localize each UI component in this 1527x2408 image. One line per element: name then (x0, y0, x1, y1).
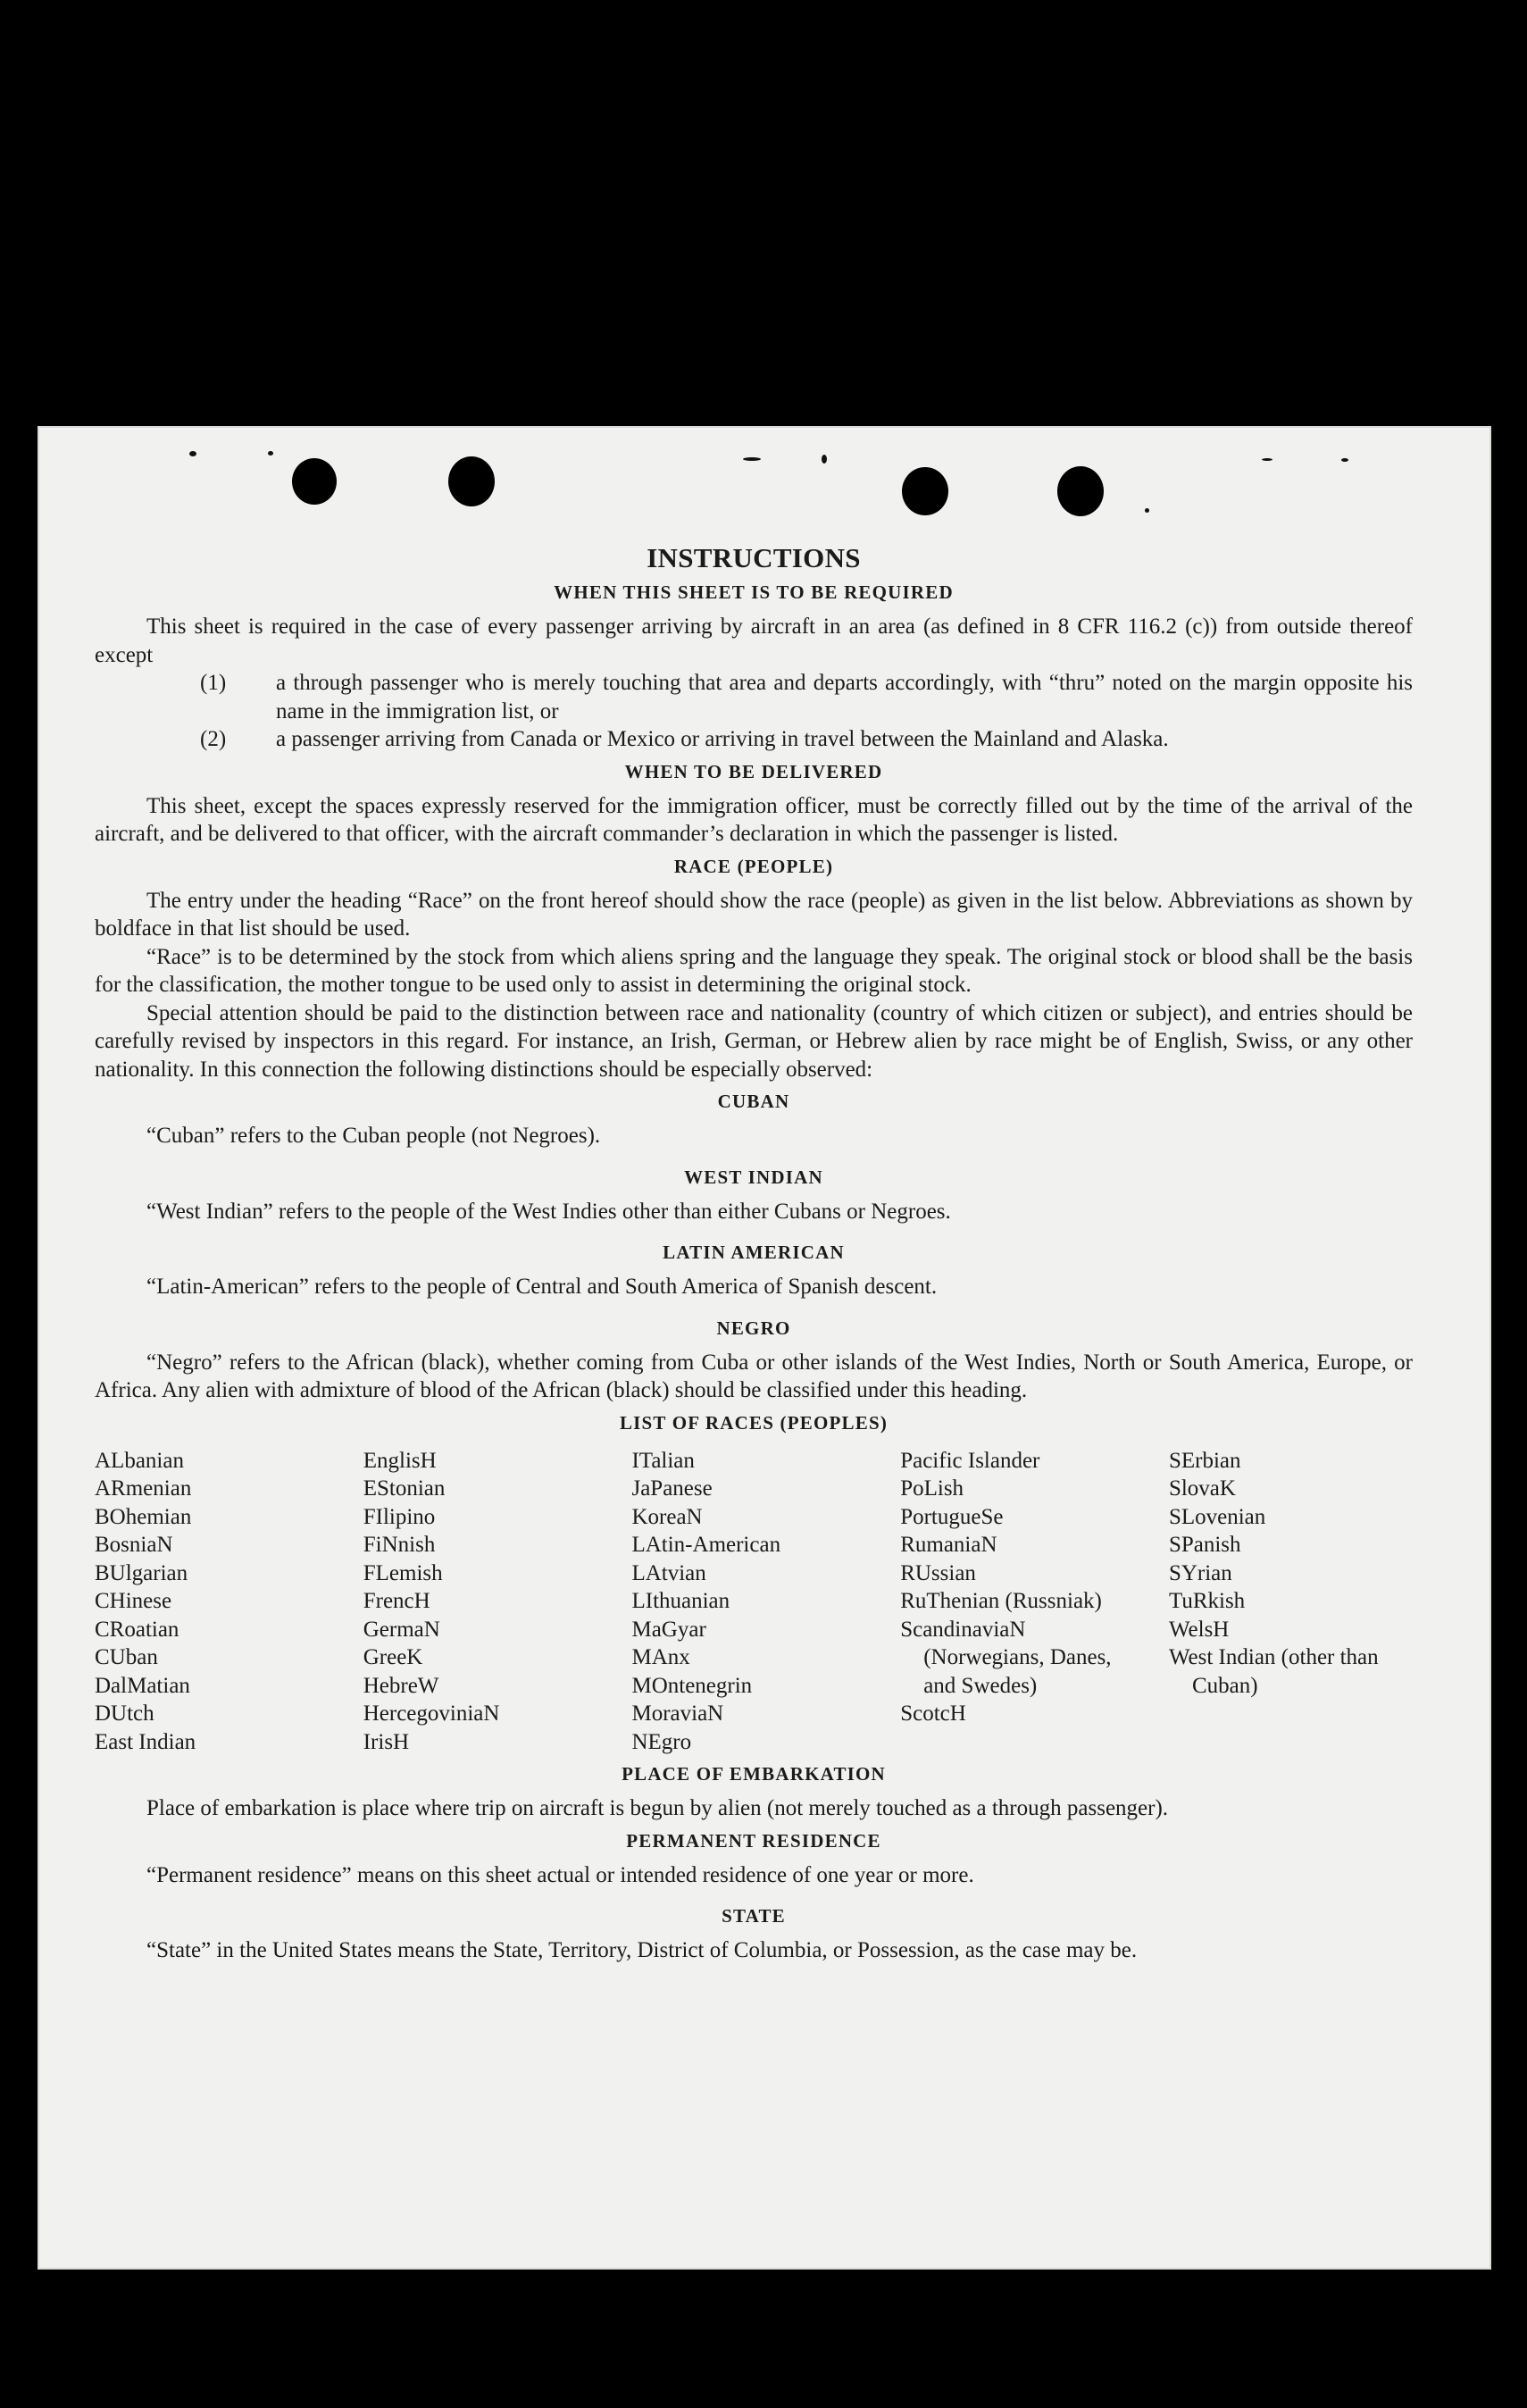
ink-speck (268, 451, 273, 456)
race-item: East Indian (95, 1729, 196, 1754)
race-item: BUlgarian (95, 1560, 188, 1585)
race-item: FrencH (363, 1589, 430, 1613)
race-item: LAtin-American (631, 1533, 781, 1557)
section-paragraph: “State” in the United States means the State, Territory, District of Columbia, or Possession, as the case may be. (146, 1938, 1138, 1962)
race-item: BOhemian (95, 1504, 192, 1529)
section-paragraph: This sheet is required in the case of every passenger arriving by aircraft in an area (as defined in 8 CFR 116.2 (c)) from outside thereof except (95, 615, 1413, 667)
document-title: INSTRUCTIONS (647, 542, 861, 573)
section-heading: PLACE OF EMBARKATION (622, 1763, 886, 1785)
exception-item (200, 669, 1413, 725)
exception-list (95, 669, 1413, 754)
race-item: SlovaK (1168, 1476, 1236, 1501)
race-item: MoraviaN (631, 1701, 724, 1726)
race-item: RUssian (900, 1560, 976, 1585)
exception-text: a through passenger who is merely touching that area and departs accordingly, with “thru” noted on the margin opposite his name in the immigration list, or (276, 671, 1413, 723)
race-item: FIlipino (363, 1504, 436, 1529)
race-item: FiNnish (363, 1533, 436, 1557)
section-heading: LATIN AMERICAN (663, 1242, 845, 1263)
race-item: ARmenian (95, 1476, 192, 1501)
exception-number: (2) (200, 727, 227, 751)
section-paragraph: “Negro” refers to the African (black), whether coming from Cuba or other islands of the West Indies, North or South America, Europe, or Africa. Any alien with admixture of blood of the African (black) should be classified under this heading. (95, 1350, 1413, 1402)
section-heading: CUBAN (717, 1091, 790, 1112)
race-item: WelsH (1168, 1617, 1230, 1642)
race-item: PoLish (900, 1476, 964, 1501)
exception-number: (1) (200, 671, 227, 695)
race-item: NEgro (631, 1729, 692, 1754)
race-item: RuThenian (Russniak) (900, 1589, 1102, 1613)
ink-speck (1145, 508, 1149, 513)
race-item: SYrian (1168, 1560, 1232, 1585)
races-column (900, 1447, 1144, 1757)
instructions-content (95, 542, 1413, 1965)
race-item: MAnx (631, 1645, 690, 1669)
section-heading: PERMANENT RESIDENCE (626, 1829, 881, 1852)
race-item: SPanish (1168, 1533, 1241, 1557)
race-item: HebreW (363, 1673, 439, 1698)
races-list (95, 1447, 1413, 1757)
section-paragraph: “Race” is to be determined by the stock from which aliens spring and the language they speak. The original stock or blood shall be the basis for the classification, the mother tongue to be used only to assist in determining the original stock. (95, 944, 1413, 997)
ink-speck (743, 457, 761, 461)
race-item: IrisH (363, 1729, 410, 1754)
section-heading: WHEN THIS SHEET IS TO BE REQUIRED (554, 581, 954, 603)
race-item: GreeK (363, 1645, 423, 1669)
exception-item (200, 725, 1413, 754)
punch-hole (292, 458, 337, 505)
race-item: GermaN (363, 1617, 440, 1642)
races-column (363, 1447, 607, 1757)
section-paragraph: The entry under the heading “Race” on the front hereof should show the race (people) as given in the list below. Abbreviations as shown by boldface in that list should be used. (95, 888, 1413, 941)
section-heading: WEST INDIAN (684, 1166, 823, 1188)
race-item: CRoatian (95, 1617, 179, 1642)
race-item: SLovenian (1168, 1504, 1266, 1529)
ink-speck (189, 451, 196, 456)
race-item: TuRkish (1168, 1589, 1246, 1613)
race-item: DUtch (95, 1701, 154, 1726)
punch-hole (1057, 466, 1104, 516)
punch-hole (448, 456, 495, 506)
document-page (38, 426, 1491, 2270)
section-paragraph: Special attention should be paid to the distinction between race and nationality (country of which citizen or subject), and entries should be carefully revised by inspectors in this regard. For instance, an Irish, German, or Hebrew alien by race might be of English, Swiss, or any other nationality. In this connection the following distinctions should be especially observed: (95, 1000, 1413, 1082)
race-item: KoreaN (631, 1504, 703, 1529)
race-item: West Indian (other than Cuban) (1168, 1645, 1379, 1698)
exception-text: a passenger arriving from Canada or Mexico or arriving in travel between the Mainland and Alaska. (276, 727, 1169, 751)
ink-speck (822, 455, 827, 464)
section-heading: LIST OF RACES (PEOPLES) (619, 1411, 889, 1434)
race-item: MaGyar (631, 1617, 706, 1642)
section-heading: RACE (PEOPLE) (673, 855, 834, 877)
race-item: FLemish (363, 1560, 443, 1585)
section-paragraph: This sheet, except the spaces expressly reserved for the immigration officer, must be correctly filled out by the time of the arrival of the aircraft, and be delivered to that officer, with the aircraft commander’s declaration in which the passenger is listed. (95, 793, 1413, 846)
race-item: PortugueSe (900, 1504, 1004, 1529)
races-column (1169, 1447, 1413, 1757)
race-item: BosniaN (95, 1533, 173, 1557)
ink-speck (1341, 458, 1348, 462)
race-item: HercegovinіaN (363, 1701, 500, 1726)
race-item: EnglisH (363, 1448, 437, 1473)
races-column (631, 1447, 875, 1757)
race-item: MOntenegrin (631, 1673, 753, 1698)
race-item: JaPanese (631, 1476, 713, 1501)
race-item: LIthuanian (631, 1589, 730, 1613)
races-column (95, 1447, 338, 1757)
race-item: ITalian (631, 1448, 695, 1473)
section-paragraph: “Cuban” refers to the Cuban people (not Negroes). (146, 1124, 601, 1148)
race-item: DalMatian (95, 1673, 190, 1698)
section-paragraph: Place of embarkation is place where trip on aircraft is begun by alien (not merely touched as a through passenger). (146, 1796, 1169, 1820)
race-item: ScotcH (900, 1701, 966, 1726)
race-item: CHinese (95, 1589, 172, 1613)
race-item: ScandinaviaN (Norwegians, Danes, and Swedes) (900, 1617, 1112, 1698)
race-item: EStonian (363, 1476, 446, 1501)
race-item: ALbanian (95, 1448, 184, 1473)
section-heading: NEGRO (716, 1317, 791, 1339)
race-item: LAtvian (631, 1560, 706, 1585)
section-heading: WHEN TO BE DELIVERED (624, 760, 883, 782)
race-item: CUban (95, 1645, 158, 1669)
race-item: SErbian (1168, 1448, 1241, 1473)
section-heading: STATE (722, 1905, 786, 1927)
ink-speck (1262, 458, 1272, 461)
section-paragraph: “West Indian” refers to the people of the West Indies other than either Cubans or Negroes. (146, 1199, 951, 1224)
section-paragraph: “Permanent residence” means on this sheet actual or intended residence of one year or more. (146, 1862, 974, 1887)
race-item: RumaniaN (900, 1533, 997, 1557)
section-paragraph: “Latin-American” refers to the people of Central and South America of Spanish descent. (146, 1275, 938, 1299)
race-item: Pacific Islander (900, 1448, 1040, 1473)
punch-hole (902, 467, 948, 515)
